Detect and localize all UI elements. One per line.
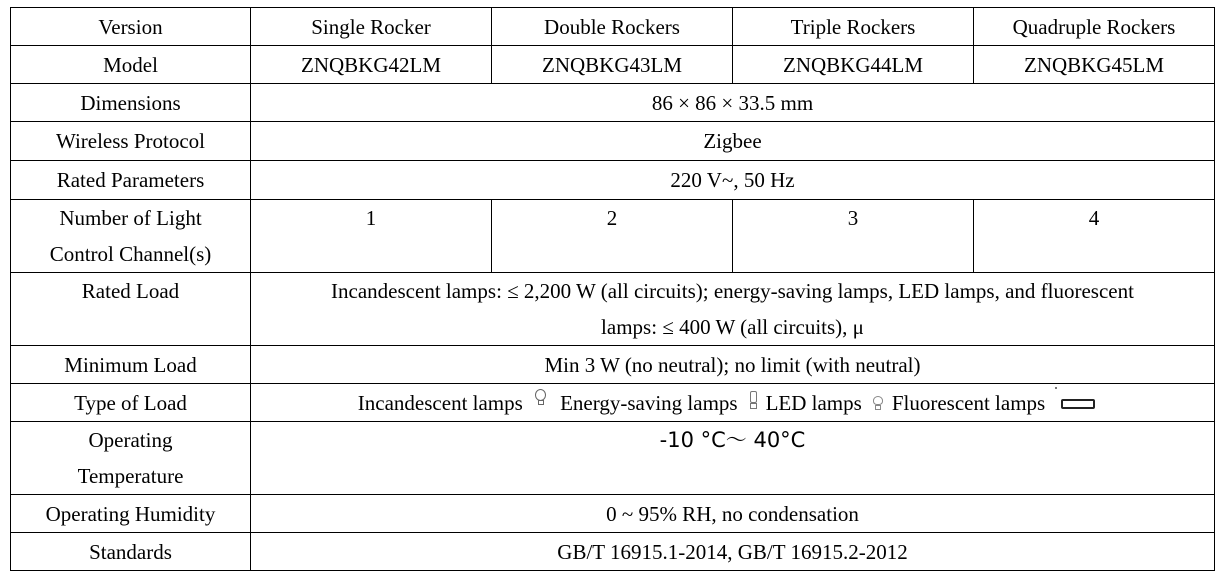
version-label: Version <box>11 8 251 46</box>
operating-temperature-label-line1: Operating <box>88 428 173 452</box>
standards-label: Standards <box>11 533 251 571</box>
rated-load-label: Rated Load <box>11 273 251 346</box>
model-label: Model <box>11 46 251 84</box>
model-value: ZNQBKG43LM <box>492 46 733 84</box>
operating-humidity-value: 0 ~ 95% RH, no condensation <box>251 495 1215 533</box>
channels-row <box>11 200 1215 273</box>
channels-label <box>11 200 251 273</box>
operating-temperature-value <box>251 422 1215 495</box>
version-row <box>11 8 1215 46</box>
version-triple-rockers: Triple Rockers <box>733 8 974 46</box>
incandescent-bulb-icon <box>533 389 547 409</box>
wireless-protocol-label: Wireless Protocol <box>11 122 251 161</box>
standards-row <box>11 533 1215 571</box>
dimensions-label: Dimensions <box>11 84 251 122</box>
fluorescent-tube-icon <box>1053 395 1099 411</box>
operating-temperature-label <box>11 422 251 495</box>
load-type-energy-saving: Energy-saving lamps <box>560 390 738 415</box>
dimensions-value: 86 × 86 × 33.5 mm <box>251 84 1215 122</box>
channels-label-line1: Number of Light <box>59 206 202 230</box>
type-of-load-row <box>11 384 1215 422</box>
standards-value: GB/T 16915.1-2014, GB/T 16915.2-2012 <box>251 533 1215 571</box>
spec-table <box>10 7 1215 571</box>
type-of-load-label: Type of Load <box>11 384 251 422</box>
minimum-load-label: Minimum Load <box>11 346 251 384</box>
load-type-fluorescent: Fluorescent lamps <box>891 390 1046 415</box>
operating-temperature-row <box>11 422 1215 495</box>
led-bulb-icon <box>872 396 884 410</box>
version-single-rocker: Single Rocker <box>251 8 492 46</box>
model-value: ZNQBKG42LM <box>251 46 492 84</box>
energy-saving-bulb-icon <box>748 391 758 413</box>
rated-load-line1: Incandescent lamps: ≤ 2,200 W (all circuits); energy-saving lamps, LED lamps, and fluorescent <box>331 279 1134 303</box>
version-quadruple-rockers: Quadruple Rockers <box>974 8 1215 46</box>
operating-temperature-text: -10 °C～ 40°C <box>659 428 806 452</box>
type-of-load-value <box>251 384 1215 422</box>
channels-value: 4 <box>974 200 1215 273</box>
rated-parameters-label: Rated Parameters <box>11 161 251 200</box>
operating-temperature-label-line2: Temperature <box>77 464 184 488</box>
channels-value: 1 <box>251 200 492 273</box>
version-double-rockers: Double Rockers <box>492 8 733 46</box>
channels-value: 2 <box>492 200 733 273</box>
rated-parameters-row <box>11 161 1215 200</box>
wireless-protocol-value: Zigbee <box>251 122 1215 161</box>
rated-load-value <box>251 273 1215 346</box>
load-type-led: LED lamps <box>765 390 862 415</box>
rated-parameters-value: 220 V~, 50 Hz <box>251 161 1215 200</box>
operating-humidity-row <box>11 495 1215 533</box>
rated-load-line2: lamps: ≤ 400 W (all circuits), μ <box>601 315 864 339</box>
load-type-incandescent: Incandescent lamps <box>357 390 523 415</box>
channels-label-line2: Control Channel(s) <box>49 242 212 266</box>
minimum-load-value: Min 3 W (no neutral); no limit (with neutral) <box>251 346 1215 384</box>
wireless-protocol-row <box>11 122 1215 161</box>
operating-humidity-label: Operating Humidity <box>11 495 251 533</box>
minimum-load-row <box>11 346 1215 384</box>
rated-load-row <box>11 273 1215 346</box>
model-value: ZNQBKG44LM <box>733 46 974 84</box>
model-value: ZNQBKG45LM <box>974 46 1215 84</box>
dimensions-row <box>11 84 1215 122</box>
model-row <box>11 46 1215 84</box>
channels-value: 3 <box>733 200 974 273</box>
